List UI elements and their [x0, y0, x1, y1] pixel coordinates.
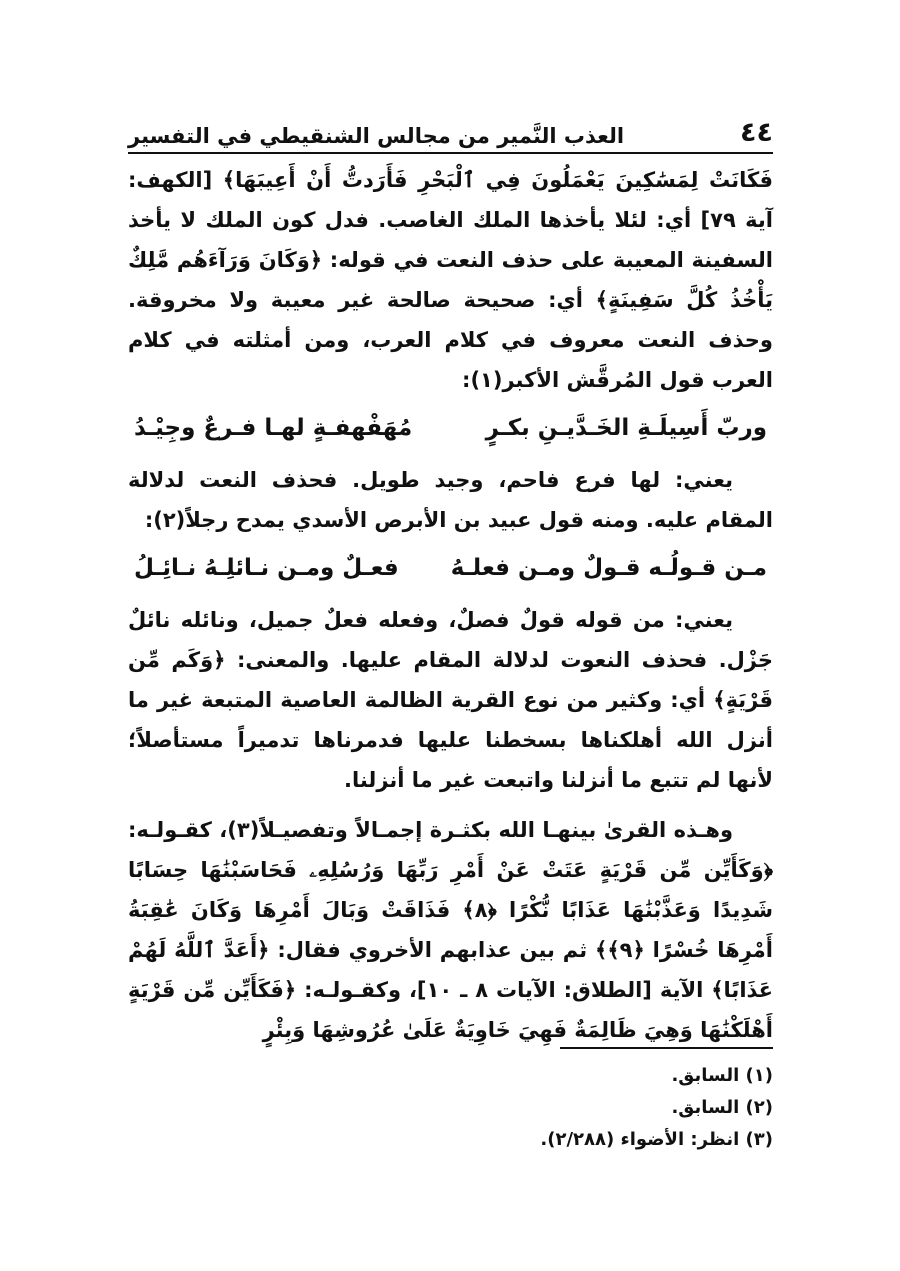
paragraph-3: يعني: من قوله قولٌ فصلٌ، وفعله فعلٌ جميل، ونائله نائلٌ جَزْل. فحذف النعوت لدلالة المقام عليها. والمعنى: ﴿وَكَم مِّن قَرْيَةٍ﴾ أي: وكثير من نوع القرية الظالمة العاصية المتبعة غير ما أنزل الله أهلكناها بسخطنا عليها فدمرناها تدميراً مستأصلاً؛ لأنها لم تتبع ما أنزلنا واتبعت غير ما أنزلنا.	[128, 608, 773, 792]
paragraph-gap	[128, 800, 773, 810]
footnotes	[128, 1060, 773, 1156]
verse-2-first-hemistich: مـن قـولُـه قـولٌ ومـن فعلـهُ	[450, 555, 767, 581]
verse-1-first-hemistich: وربّ أَسِيلَـةِ الخَـدَّيـنِ بكـرٍ	[485, 415, 767, 441]
footnote-1: (١) السابق.	[671, 1065, 773, 1086]
paragraph-2: يعني: لها فرع فاحم، وجيد طويل. فحذف النعت لدلالة المقام عليه. ومنه قول عبيد بن الأبرص الأسدي يمدح رجلاً(٢):	[128, 468, 773, 532]
verse-1-second-hemistich: مُهَفْهفـةٍ لهـا فـرعٌ وجِيْـدُ	[134, 415, 413, 441]
poem-verse-1	[128, 406, 773, 450]
page-number: ٤٤	[740, 117, 773, 148]
verse-2-second-hemistich: فعـلٌ ومـن نـائلِـهُ نـائِـلُ	[134, 555, 399, 581]
paragraph-1: فَكَانَتْ لِمَسَٰكِينَ يَعْمَلُونَ فِي ٱلْبَحْرِ فَأَرَدتُّ أَنْ أَعِيبَهَا﴾ [الكهف: آية ٧٩] أي: لئلا يأخذها الملك الغاصب. فدل كون الملك لا يأخذ السفينة المعيبة على حذف النعت في قوله: ﴿وَكَانَ وَرَآءَهُم مَّلِكٌ يَأْخُذُ كُلَّ سَفِينَةٍ﴾ أي: صحيحة صالحة غير معيبة ولا مخروقة. وحذف النعت معروف في كلام العرب، ومن أمثلته في كلام العرب قول المُرقَّش الأكبر(١):	[128, 168, 773, 392]
footnote-rule	[560, 1047, 773, 1049]
footnote-2: (٢) السابق.	[671, 1097, 773, 1118]
main-text	[128, 160, 773, 1050]
header-rule	[128, 152, 773, 154]
paragraph-4: وهـذه القرىٰ بينهـا الله بكثـرة إجمـالاً وتفصيـلاً(٣)، كقـولـه: ﴿وَكَأَيِّن مِّن قَرْيَةٍ عَتَتْ عَنْ أَمْرِ رَبِّهَا وَرُسُلِهِۦ فَحَاسَبْنَٰهَا حِسَابًا شَدِيدًا وَعَذَّبْنَٰهَا عَذَابًا نُّكْرًا ﴿٨﴾ فَذَاقَتْ وَبَالَ أَمْرِهَا وَكَانَ عَٰقِبَةُ أَمْرِهَا خُسْرًا ﴿٩﴾﴾ ثم بين عذابهم الأخروي فقال: ﴿أَعَدَّ ٱللَّهُ لَهُمْ عَذَابًا﴾ الآية [الطلاق: الآيات ٨ ـ ١٠]، وكقـولـه: ﴿فَكَأَيِّن مِّن قَرْيَةٍ أَهْلَكْنَٰهَا وَهِيَ ظَالِمَةٌ فَهِيَ خَاوِيَةٌ عَلَىٰ عُرُوشِهَا وَبِئْرٍ	[128, 818, 774, 1042]
running-title: العذب النَّمير من مجالس الشنقيطي في التفسير	[128, 124, 625, 148]
poem-verse-2	[128, 546, 773, 590]
footnote-3: (٣) انظر: الأضواء (٢/٢٨٨).	[540, 1129, 773, 1150]
page-header	[128, 108, 773, 148]
